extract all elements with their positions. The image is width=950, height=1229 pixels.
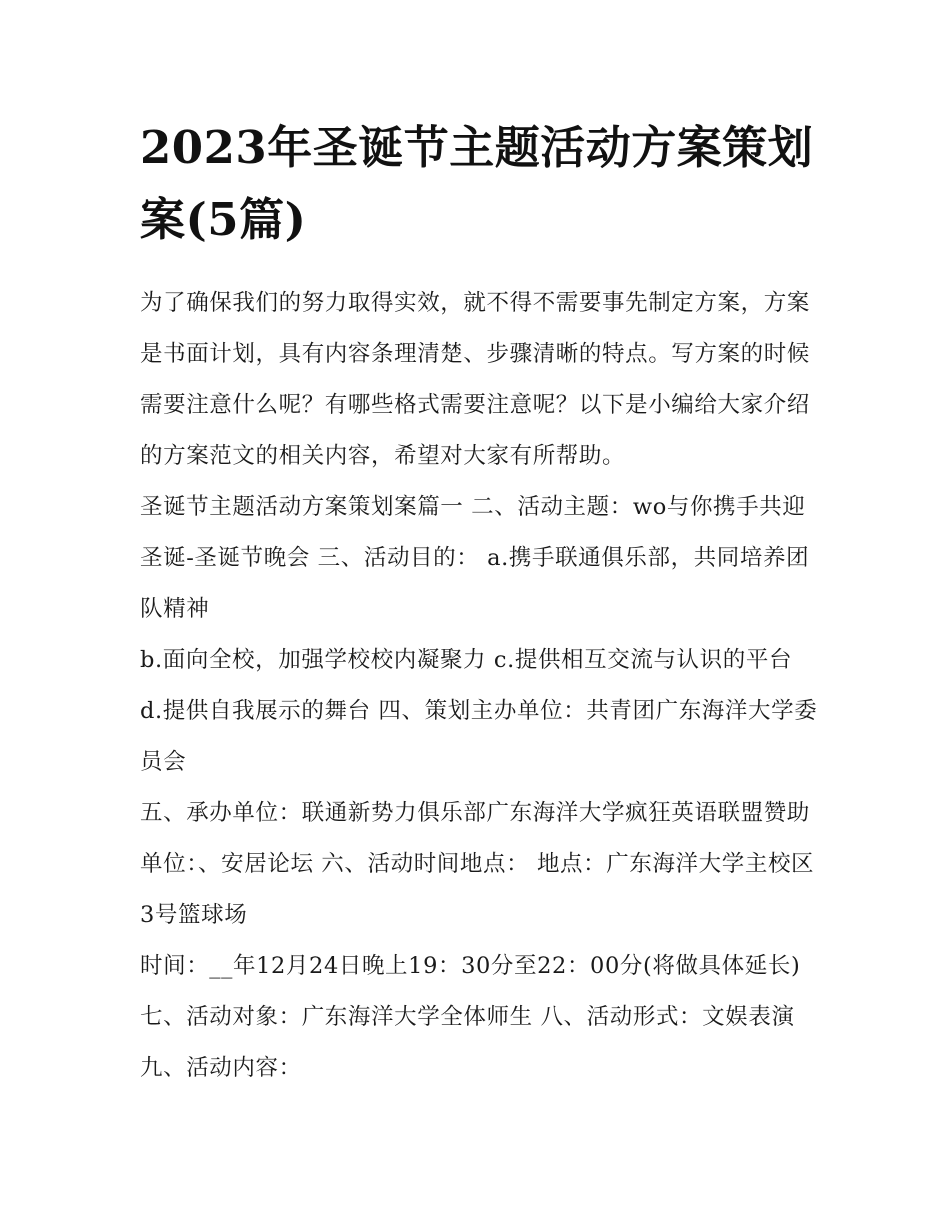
intro-paragraph: 为了确保我们的努力取得实效，就不得不需要事先制定方案，方案是书面计划，具有内容条理清楚、步骤清晰的特点。写方案的时候需要注意什么呢？有哪些格式需要注意呢？以下是小编给大家介绍的方案范文的相关内容，希望对大家有所帮助。 — [140, 290, 810, 469]
paragraph-undertaker-location: 五、承办单位：联通新势力俱乐部广东海洋大学疯狂英语联盟赞助单位：、安居论坛 六、活动时间地点： 地点：广东海洋大学主校区3号篮球场 — [140, 800, 815, 928]
paragraph-goals-organizer: b.面向全校，加强学校校内凝聚力 c.提供相互交流与认识的平台 d.提供自我展示的舞台 四、策划主办单位：共青团广东海洋大学委员会 — [140, 647, 818, 775]
paragraph-theme-purpose: 圣诞节主题活动方案策划案篇一 二、活动主题：wo与你携手共迎圣诞-圣诞节晚会 三、活动目的： a.携手联通俱乐部，共同培养团队精神 — [140, 494, 810, 622]
document-content — [140, 112, 820, 1094]
paragraph-time-audience: 时间：__年12月24日晚上19：30分至22：00分(将做具体延长) 七、活动对象：广东海洋大学全体师生 八、活动形式：文娱表演 九、活动内容： — [140, 953, 801, 1081]
document-title: 2023年圣诞节主题活动方案策划案(5篇) — [140, 121, 814, 246]
